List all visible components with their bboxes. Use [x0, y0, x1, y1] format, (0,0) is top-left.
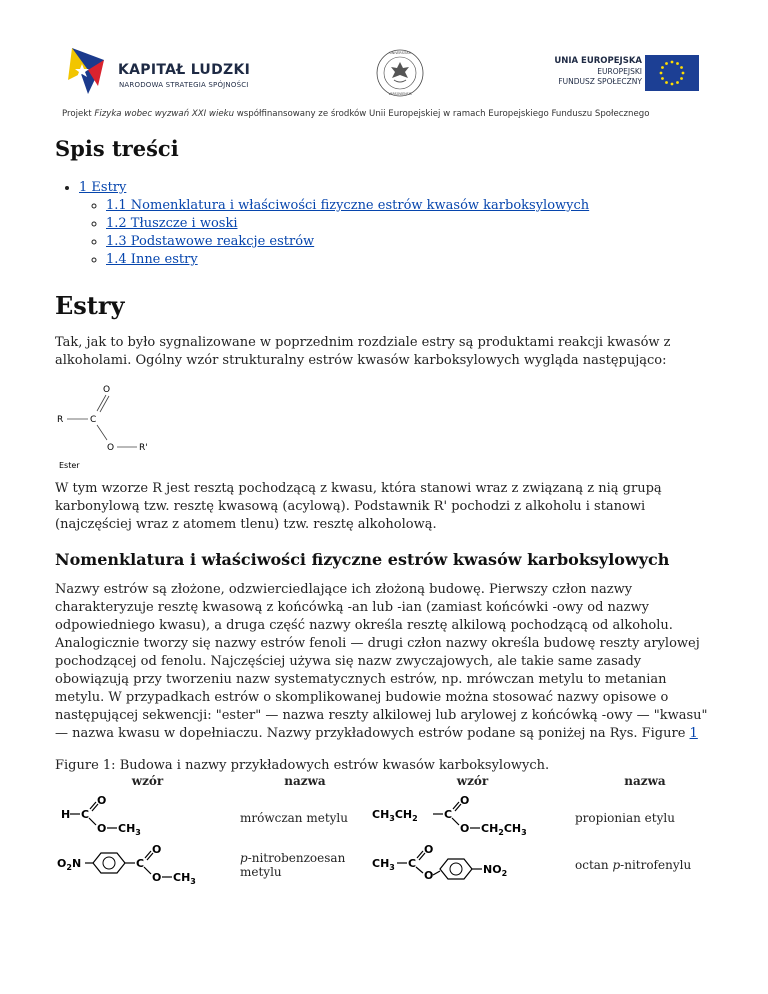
atom-label: N: [71, 857, 82, 870]
project-line: [62, 109, 649, 119]
subscript: 2: [412, 814, 418, 823]
name-text: -nitrobenzoesan metylu: [240, 850, 346, 879]
bond-line: [452, 818, 459, 825]
ester-o-label: O: [103, 385, 111, 395]
kapital-ludzki-subtitle: NARODOWA STRATEGIA SPÓJNOŚCI: [119, 81, 249, 89]
name-italic: p: [612, 857, 621, 872]
atom-label: O: [424, 869, 434, 882]
svg-text:CH3: [372, 857, 395, 872]
table-of-contents: [55, 179, 715, 269]
name-cell: propionian etylu: [575, 810, 675, 825]
atom-label: CH: [394, 808, 413, 821]
table-header-row: [55, 774, 715, 794]
svg-text:NO2: [483, 863, 507, 878]
figure-link[interactable]: 1: [689, 726, 698, 741]
benzene-circle: [103, 857, 115, 869]
subscript: 3: [389, 863, 395, 872]
formula-cell: [370, 841, 575, 888]
project-title: Fizyka wobec wyzwań XXI wieku: [94, 109, 235, 119]
formula-cell: [370, 794, 575, 841]
svg-text:CH3: [118, 822, 141, 837]
table-header: wzór: [456, 774, 489, 788]
ester-co-bond: [97, 425, 107, 440]
methyl-formate-formula: [55, 794, 175, 838]
esters-table: [55, 774, 715, 888]
subsection-title: Nomenklatura i właściwości fizyczne estrów kwasów karboksylowych: [55, 550, 670, 569]
svg-text:VARSOVIENSIS: VARSOVIENSIS: [388, 92, 412, 96]
atom-label: CH: [372, 857, 390, 870]
name-cell: [575, 841, 715, 888]
atom-label: NO: [483, 863, 502, 876]
toc-title: Spis treści: [55, 136, 179, 161]
subscript: 2: [66, 863, 72, 872]
svg-text:CH2CH3: [481, 822, 527, 837]
eu-star-icon: [682, 72, 685, 75]
nomenclature-paragraph: [55, 581, 715, 743]
ester-c-label: C: [90, 415, 97, 425]
subscript: 3: [190, 877, 196, 885]
atom-label: H: [61, 808, 71, 821]
name-italic: p: [240, 850, 248, 865]
header-banner: [0, 0, 768, 130]
svg-text:CH3: [173, 871, 196, 885]
eu-star-icon: [676, 81, 679, 84]
formula-cell: [55, 841, 240, 888]
eu-text-block: [554, 56, 642, 87]
toc-link-reakcje[interactable]: 1.3 Podstawowe reakcje estrów: [106, 234, 315, 249]
atom-label: O: [460, 794, 470, 807]
eu-star-icon: [661, 66, 664, 69]
subscript: 3: [389, 814, 395, 823]
eu-line-1: UNIA EUROPEJSKA: [554, 56, 642, 66]
benzene-ring: [93, 853, 125, 873]
bond-line: [433, 871, 440, 875]
eu-star-icon: [661, 77, 664, 80]
atom-label: O: [460, 822, 470, 835]
table-row: [55, 841, 715, 888]
ester-caption: Ester: [59, 461, 80, 470]
toc-link-inne-estry[interactable]: 1.4 Inne estry: [106, 252, 198, 267]
eu-star-icon: [665, 81, 668, 84]
atom-label: C: [81, 808, 90, 821]
project-suffix: współfinansowany ze środków Unii Europejskiej w ramach Europejskiego Funduszu Społecznego: [234, 109, 650, 119]
toc-link-estry[interactable]: 1 Estry: [79, 180, 127, 195]
benzene-circle: [450, 863, 462, 875]
intro-paragraph: Tak, jak to było sygnalizowane w poprzednim rozdziale estry są produktami reakcji kwasów z alkoholami. Ogólny wzór strukturalny estrów kwasów karboksylowych wygląda następująco:: [55, 335, 671, 368]
atom-label: CH: [481, 822, 499, 835]
toc-item: [79, 179, 715, 269]
subscript: 3: [135, 828, 141, 837]
toc-item: [106, 233, 715, 251]
bond-line: [416, 867, 423, 873]
eu-line-2: EUROPEJSKI: [597, 67, 642, 76]
ethyl-propionate-formula: [370, 794, 570, 838]
table-header: nazwa: [284, 774, 326, 788]
eu-line-3: FUNDUSZ SPOŁECZNY: [558, 77, 642, 86]
toc-item: [106, 251, 715, 269]
project-prefix: Projekt: [62, 109, 95, 119]
atom-label: O: [97, 822, 107, 835]
toc-link-nomenklatura[interactable]: 1.1 Nomenklatura i właściwości fizyczne estrów kwasów karboksylowych: [106, 198, 590, 213]
main-content: [55, 130, 715, 888]
kapital-ludzki-title: KAPITAŁ LUDZKI: [118, 62, 251, 78]
table-header: wzór: [131, 774, 164, 788]
ester-description-paragraph: W tym wzorze R jest resztą pochodzącą z kwasu, która stanowi wraz z związaną z nią grupą karbonylową tzw. resztę kwasową (acylową). Podstawnik R' pochodzi z alkoholu i stanowi (najczęściej wraz z atomem tlenu) tzw. resztę alkoholową.: [55, 481, 662, 532]
subscript: 2: [498, 828, 504, 837]
ester-structure-diagram: [55, 380, 185, 472]
atom-label: O: [152, 843, 162, 856]
table-row: [55, 794, 715, 841]
section-title: Estry: [55, 291, 125, 320]
svg-text:CH3CH2: [372, 808, 418, 823]
atom-label: CH: [372, 808, 390, 821]
name-cell: mrówczan metylu: [240, 810, 348, 825]
toc-link-tluszcze[interactable]: 1.2 Tłuszcze i woski: [106, 216, 238, 231]
nomenclature-text: Nazwy estrów są złożone, odzwierciedlające ich złożoną budowę. Pierwszy człon nazwy charakteryzuje resztę kwasową z końcówką -an lub -ian (zamiast końcówki -owy od nazwy odpowiedniego kwasu), a druga część nazwy określa resztę alkilową pochodzącą od alkoholu. Analogicznie tworzy się nazwy estrów fenoli — drugi człon nazwy określa budowę reszty arylowej pochodzącej od fenolu. Najczęściej używa się nazw zwyczajowych, ale takie same zasady obowiązują przy tworzeniu nazw systematycznych estrów, np. mrówczan metylu to metanian metylu. W przypadkach estrów o skomplikowanej budowie można stosować nazwy opisowe o następującej sekwencji: "ester" — nazwa reszty alkilowej lub arylowej z końcówką -owy — "kwasu" — nazwa kwasu w dopełniaczu. Nazwy przykładowych estrów podane są poniżej na Rys. Figure: [55, 582, 708, 741]
eu-star-icon: [665, 62, 668, 65]
nitrophenyl-acetate-formula: [370, 841, 570, 885]
atom-label: C: [444, 808, 453, 821]
figure-caption: Figure 1: Budowa i nazwy przykładowych estrów kwasów karboksylowych.: [55, 758, 550, 773]
subscript: 3: [521, 828, 527, 837]
atom-label: C: [408, 857, 417, 870]
svg-text:O2N: [57, 857, 81, 872]
university-seal-icon: [375, 48, 425, 98]
svg-text:UNIVERSITAS: UNIVERSITAS: [389, 51, 411, 55]
methyl-nitrobenzoate-formula: [55, 841, 235, 885]
eu-star-icon: [671, 83, 674, 86]
atom-label: CH: [118, 822, 136, 835]
eu-flag-icon: [645, 55, 699, 91]
subscript: 2: [501, 869, 508, 878]
eu-star-icon: [676, 62, 679, 65]
eu-star-icon: [671, 61, 674, 64]
atom-label: O: [424, 843, 434, 856]
atom-label: C: [136, 857, 145, 870]
ester-r-label: R: [57, 415, 64, 425]
atom-label: CH: [503, 822, 522, 835]
formula-cell: [55, 794, 240, 841]
name-cell: [240, 841, 370, 888]
eu-star-icon: [680, 77, 683, 80]
ester-r2-label: R': [139, 443, 148, 453]
ester-o2-label: O: [107, 443, 115, 453]
name-text: -nitrofenylu: [620, 857, 692, 872]
eu-star-icon: [680, 66, 683, 69]
atom-label: O: [97, 794, 107, 807]
bond-line: [89, 818, 96, 825]
name-text: octan: [575, 857, 613, 872]
toc-item: [106, 197, 715, 215]
table-header: nazwa: [624, 774, 666, 788]
atom-label: CH: [173, 871, 191, 884]
atom-label: O: [152, 871, 162, 884]
benzene-ring: [440, 859, 472, 879]
eu-star-icon: [660, 72, 663, 75]
kapital-ludzki-logo-icon: [62, 40, 112, 100]
bond-line: [144, 867, 151, 874]
toc-item: [106, 215, 715, 233]
atom-label: O: [57, 857, 67, 870]
